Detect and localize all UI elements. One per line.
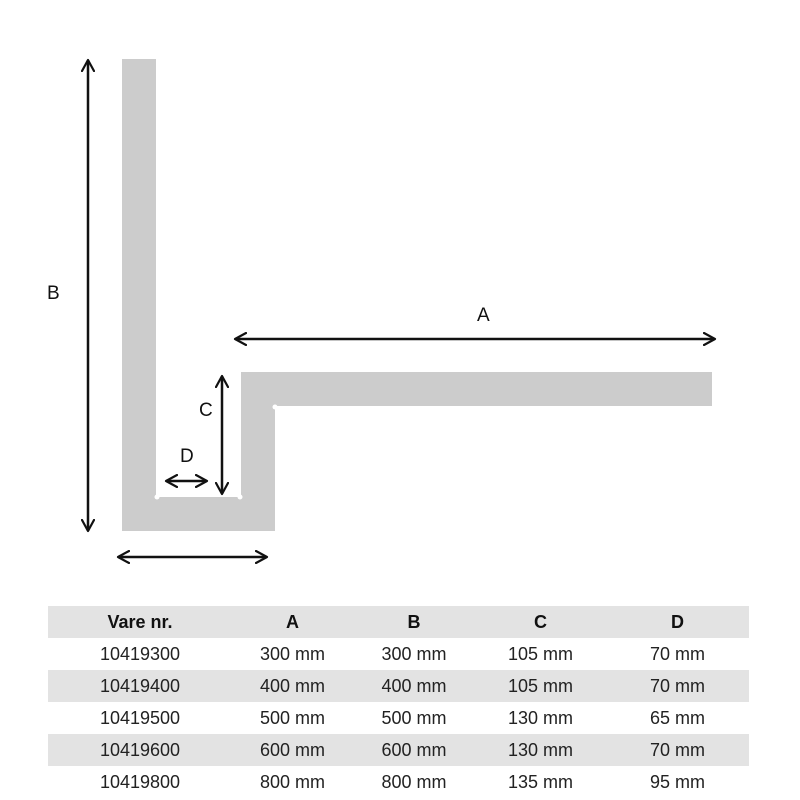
header-b: B xyxy=(353,606,475,638)
cell-b: 600 mm xyxy=(353,734,475,766)
spec-table xyxy=(48,606,749,798)
cell-a: 500 mm xyxy=(259,707,326,728)
cell-d: 65 mm xyxy=(649,707,705,728)
header-d: D xyxy=(606,606,749,638)
cell-d: 95 mm xyxy=(649,771,705,792)
header-item-number: Vare nr. xyxy=(48,606,232,638)
table-header-row xyxy=(48,606,749,638)
dimension-b-label: B xyxy=(47,283,60,304)
cell-a: 800 mm xyxy=(259,771,326,792)
cell-d: 70 mm xyxy=(649,643,705,664)
cell-d: 70 mm xyxy=(606,670,749,702)
cell-item-number: 10419600 xyxy=(48,734,232,766)
cell-a: 400 mm xyxy=(232,670,353,702)
dimension-d-label: D xyxy=(180,446,194,467)
cell-c: 105 mm xyxy=(475,670,606,702)
table-row xyxy=(48,702,749,734)
dimension-c-label: C xyxy=(199,400,213,421)
table-row xyxy=(48,734,749,766)
cell-b: 300 mm xyxy=(381,643,447,664)
cell-item-number: 10419500 xyxy=(99,707,181,728)
header-c: C xyxy=(475,606,606,638)
cell-a: 300 mm xyxy=(259,643,326,664)
cell-b: 400 mm xyxy=(353,670,475,702)
cell-b: 800 mm xyxy=(381,771,447,792)
cell-c: 130 mm xyxy=(475,734,606,766)
profile-notch xyxy=(238,495,243,500)
header-a: A xyxy=(232,606,353,638)
cell-item-number: 10419300 xyxy=(99,643,181,664)
cell-d: 70 mm xyxy=(606,734,749,766)
cell-a: 600 mm xyxy=(232,734,353,766)
table-row xyxy=(48,766,749,798)
profile-shape xyxy=(122,59,712,531)
profile-notch xyxy=(155,495,160,500)
cell-c: 130 mm xyxy=(507,707,574,728)
table-row xyxy=(48,670,749,702)
cell-c: 105 mm xyxy=(507,643,574,664)
profile-notch xyxy=(273,405,278,410)
table-row xyxy=(48,638,749,670)
dimension-a-label: A xyxy=(477,305,490,326)
cell-item-number: 10419400 xyxy=(48,670,232,702)
cell-item-number: 10419800 xyxy=(99,771,181,792)
cell-b: 500 mm xyxy=(381,707,447,728)
cell-c: 135 mm xyxy=(507,771,574,792)
